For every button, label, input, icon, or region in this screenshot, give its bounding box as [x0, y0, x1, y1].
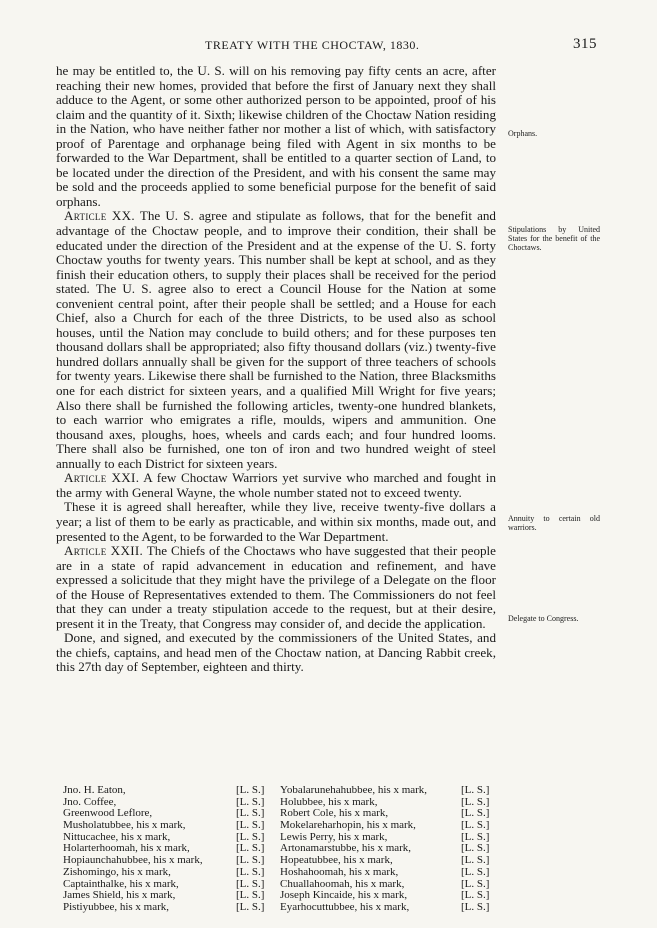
seal-mark: [L. S.]	[461, 830, 490, 843]
paragraph-sixth-orphans: he may be entitled to, the U. S. will on his removing pay fifty cents an acre, after reaching their new homes, provided that before the first of January next they shall adduce to the Agent, or some other authorized person to be appointed, proof of his claim and the quantity of it. Sixth; likewise children of the Choctaw Nation residing in the Nation, who have neither father nor mother a list of which, with satisfactory proof of Parentage and orphanage being filed with Agent in six months to be forwarded to the War Department, shall be entitled to a quarter section of Land, to be located under the direction of the President, and with his consent the same may be sold and the proceeds applied to some beneficial purpose for the benefit of said orphans.	[56, 63, 497, 209]
signature-row	[63, 902, 503, 914]
signatory: Jno. Coffee,	[63, 795, 117, 808]
margin-note-stipulations: Stipulations by United States for the benefit of the Choctaws.	[508, 225, 600, 252]
margin-note-orphans: Orphans.	[508, 129, 538, 138]
paragraph-article-xxii: Article XXII. The Chiefs of the Choctaws who have suggested that their people are in a state of rapid advancement in education and refinement, and have expressed a solicitude that they might have the privilege of a Delegate on the floor of the House of Representatives extended to them. The Commissioners do not feel that they can under a treaty stipulation accede to the request, but at their desire, present it in the Treaty, that Congress may consider of, and decide the application.	[56, 543, 496, 631]
signature-block	[63, 785, 503, 914]
signatory: Zishomingo, his x mark,	[63, 865, 171, 878]
signatory: Hopeatubbee, his x mark,	[280, 854, 393, 867]
signatory: Mokelareharhopin, his x mark,	[280, 819, 416, 832]
page-title: TREATY WITH THE CHOCTAW, 1830.	[205, 38, 420, 52]
signatory: Jno. H. Eaton,	[63, 784, 126, 796]
seal-mark: [L. S.]	[461, 854, 490, 867]
seal-mark: [L. S.]	[461, 865, 490, 878]
signatory: Holarterhoomah, his x mark,	[63, 842, 190, 855]
seal-mark: [L. S.]	[236, 819, 265, 832]
article-heading: Article XX.	[64, 208, 135, 224]
signatory: Greenwood Leflore,	[63, 807, 153, 820]
paragraph-article-xxi: Article XXI. A few Choctaw Warriors yet survive who marched and fought in the army with General Wayne, the whole number stated not to exceed twenty.	[56, 470, 496, 500]
seal-mark: [L. S.]	[461, 807, 490, 820]
seal-mark: [L. S.]	[236, 784, 265, 796]
page-number: 315	[573, 36, 597, 52]
seal-mark: [L. S.]	[236, 842, 265, 855]
signatory: James Shield, his x mark,	[63, 889, 176, 902]
signatory: Eyarhocuttubbee, his x mark,	[280, 900, 410, 913]
article-heading: Article XXII.	[64, 543, 144, 559]
signatory: Joseph Kincaide, his x mark,	[280, 889, 408, 902]
seal-mark: [L. S.]	[236, 795, 265, 808]
signature-row	[63, 820, 503, 832]
signatory: Lewis Perry, his x mark,	[280, 830, 388, 843]
signatory: Hoshahoomah, his x mark,	[280, 865, 399, 878]
seal-mark: [L. S.]	[461, 842, 490, 855]
margin-note-annuity: Annuity to certain old warriors.	[508, 514, 600, 532]
seal-mark: [L. S.]	[461, 819, 490, 832]
paragraph-warriors-annuity: These it is agreed shall hereafter, while they live, receive twenty-five dollars a year; a list of them to be early as practicable, and within six months, made out, and presented to the Agent, to be forwarded to the War Department.	[56, 499, 496, 544]
seal-mark: [L. S.]	[461, 877, 490, 890]
treaty-body	[56, 64, 496, 675]
margin-note-delegate: Delegate to Congress.	[508, 614, 579, 623]
seal-mark: [L. S.]	[461, 889, 490, 902]
signatory: Nittucachee, his x mark,	[63, 830, 171, 843]
seal-mark: [L. S.]	[236, 877, 265, 890]
article-heading: Article XXI.	[64, 470, 140, 486]
signatory: Artonamarstubbe, his x mark,	[280, 842, 412, 855]
signatory: Chuallahoomah, his x mark,	[280, 877, 405, 890]
signatory: Robert Cole, his x mark,	[280, 807, 389, 820]
signatory: Musholatubbee, his x mark,	[63, 819, 186, 832]
seal-mark: [L. S.]	[236, 900, 265, 913]
signatory: Yobalarunehahubbee, his x mark,	[280, 784, 428, 796]
paragraph-article-xx: Article XX. The U. S. agree and stipulate as follows, that for the benefit and advantage of the Choctaw people, and to improve their condition, their shall be educated under the direction of the President and at the expense of the U. S. forty Choctaw youths for twenty years. This number shall be kept at school, and as they finish their education others, to supply their places shall be received for the period stated. The U. S. agree also to erect a Council House for the Nation at some convenient central point, after their people shall be settled; and a House for each Chief, also a Church for each of the three Districts, to be used also as school houses, until the Nation may conclude to build others; and for these purposes ten thousand dollars shall be appropriated; also fifty thousand dollars (viz.) twenty-five hundred dollars annually shall be given for the support of three teachers of schools for twenty years. Likewise there shall be furnished to the Nation, three Blacksmiths one for each district for sixteen years, and a qualified Mill Wright for five years; Also there shall be furnished the following articles, twenty-one hundred blankets, to each warrior who emigrates a rifle, moulds, wipers and ammunition. One thousand axes, ploughs, hoes, wheels and cards each; and four hundred looms. There shall also be furnished, one ton of iron and two hundred weight of steel annually to each District for sixteen years.	[56, 208, 496, 471]
seal-mark: [L. S.]	[461, 900, 490, 913]
signatory: Hopiaunchahubbee, his x mark,	[63, 854, 203, 867]
signatory: Pistiyubbee, his x mark,	[63, 900, 170, 913]
signature-row	[63, 867, 503, 879]
seal-mark: [L. S.]	[461, 795, 490, 808]
seal-mark: [L. S.]	[236, 830, 265, 843]
seal-mark: [L. S.]	[236, 854, 265, 867]
signatory: Holubbee, his x mark,	[280, 795, 378, 808]
seal-mark: [L. S.]	[236, 807, 265, 820]
paragraph-execution: Done, and signed, and executed by the commissioners of the United States, and the chiefs, captains, and head men of the Choctaw nation, at Dancing Rabbit creek, this 27th day of September, eighteen and thirty.	[56, 630, 496, 675]
signature-row	[63, 785, 503, 797]
signatory: Captainthalke, his x mark,	[63, 877, 179, 890]
seal-mark: [L. S.]	[461, 784, 490, 796]
seal-mark: [L. S.]	[236, 865, 265, 878]
running-header	[0, 38, 657, 54]
seal-mark: [L. S.]	[236, 889, 265, 902]
